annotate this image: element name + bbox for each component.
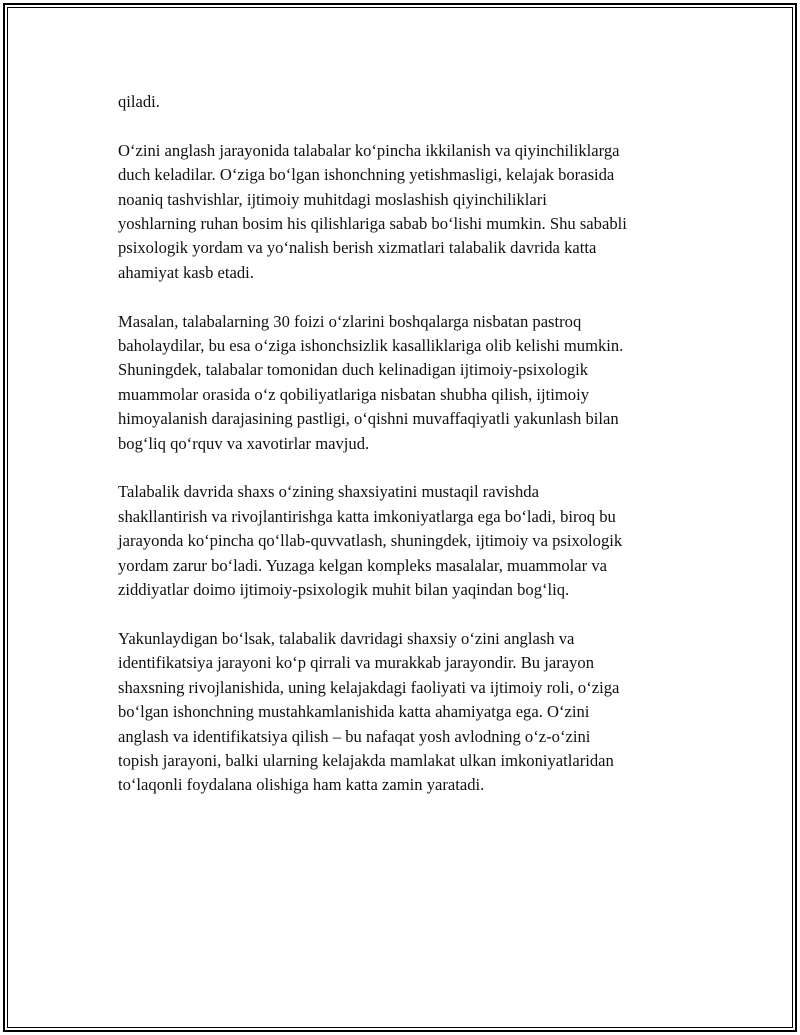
text-line: ziddiyatlar doimo ijtimoiy-psixologik muhit bilan yaqindan bog‘liq. (118, 580, 570, 600)
text-line: ahamiyat kasb etadi. (118, 262, 254, 282)
text-line: Yakunlaydigan bo‘lsak, talabalik davridagi shaxsiy o‘zini anglash va (118, 628, 575, 648)
text-line: noaniq tashvishlar, ijtimoiy muhitdagi moslashish qiyinchiliklari (118, 189, 547, 209)
text-line: bog‘liq qo‘rquv va xavotirlar mavjud. (118, 433, 370, 453)
document-body (118, 90, 690, 822)
paragraph-3 (118, 310, 690, 456)
text-line: yordam zarur bo‘ladi. Yuzaga kelgan kompleks masalalar, muammolar va (118, 555, 607, 575)
text-line: Talabalik davrida shaxs o‘zining shaxsiyatini mustaqil ravishda (118, 482, 539, 502)
text-line: Shuningdek, talabalar tomonidan duch kelinadigan ijtimoiy-psixologik (118, 360, 589, 380)
paragraph-1 (118, 90, 690, 114)
text-line: bo‘lgan ishonchning mustahkamlanishida katta ahamiyatga ega. O‘zini (118, 702, 590, 722)
text-line: baholaydilar, bu esa o‘ziga ishonchsizlik kasalliklariga olib kelishi mumkin. (118, 336, 624, 356)
text-line: psixologik yordam va yo‘nalish berish xizmatlari talabalik davrida katta (118, 238, 597, 258)
text-line: identifikatsiya jarayoni ko‘p qirrali va murakkab jarayondir. Bu jarayon (118, 653, 595, 673)
text-line: shakllantirish va rivojlantirishga katta imkoniyatlarga ega bo‘ladi, biroq bu (118, 506, 616, 526)
text-line: qiladi. (118, 92, 160, 111)
paragraph-5 (118, 627, 690, 798)
text-line: duch keladilar. O‘ziga bo‘lgan ishonchning yetishmasligi, kelajak borasida (118, 165, 615, 185)
text-line: topish jarayoni, balki ularning kelajakda mamlakat ulkan imkoniyatlaridan (118, 750, 614, 770)
text-line: anglash va identifikatsiya qilish – bu nafaqat yosh avlodning o‘z-o‘zini (118, 726, 591, 746)
text-line: shaxsning rivojlanishida, uning kelajakdagi faoliyati va ijtimoiy roli, o‘ziga (118, 677, 620, 697)
text-line: to‘laqonli foydalana olishiga ham katta zamin yaratadi. (118, 775, 485, 795)
paragraph-2 (118, 139, 690, 285)
text-line: Masalan, talabalarning 30 foizi o‘zlarini boshqalarga nisbatan pastroq (118, 311, 582, 331)
text-line: himoyalanish darajasining pastligi, o‘qishni muvaffaqiyatli yakunlash bilan (118, 409, 619, 429)
text-line: muammolar orasida o‘z qobiliyatlariga nisbatan shubha qilish, ijtimoiy (118, 384, 589, 404)
text-line: O‘zini anglash jarayonida talabalar ko‘pincha ikkilanish va qiyinchiliklarga (118, 140, 620, 160)
text-line: jarayonda ko‘pincha qo‘llab-quvvatlash, shuningdek, ijtimoiy va psixologik (118, 531, 623, 551)
text-line: yoshlarning ruhan bosim his qilishlariga sabab bo‘lishi mumkin. Shu sababli (118, 214, 627, 234)
paragraph-4 (118, 480, 690, 602)
